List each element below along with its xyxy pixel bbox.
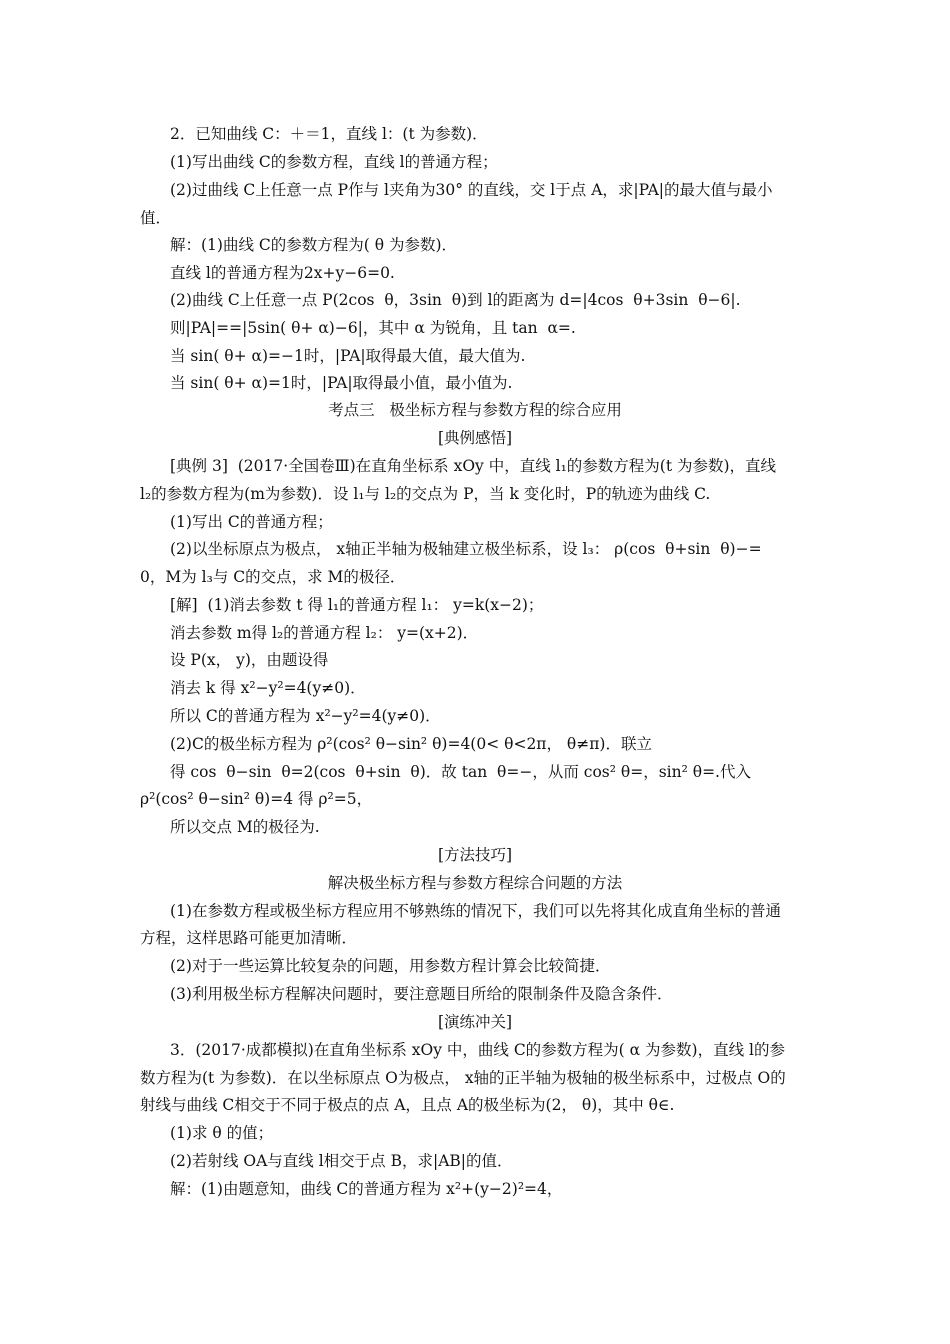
example-3-solution-8: ρ²(cos² θ−sin² θ)=4 得 ρ²=5， (140, 790, 373, 808)
solution-3-line-1: 解：(1)由题意知，曲线 C的普通方程为 x²+(y−2)²=4， (170, 1180, 563, 1198)
example-3-solution-9: 所以交点 M的极径为. (170, 818, 320, 836)
example-3-statement-cont: l₂的参数方程为(m为参数)．设 l₁与 l₂的交点为 P，当 k 变化时，P的轨迹为曲线 C. (140, 485, 711, 503)
solution-2-line-6: 当 sin( θ+ α)=1时，|PA|取得最小值，最小值为. (170, 374, 513, 392)
problem-3-part-1: (1)求 θ 的值； (170, 1124, 274, 1142)
problem-2-part-2-cont: 值． (140, 209, 172, 227)
problem-2-part-1: (1)写出曲线 C的参数方程，直线 l的普通方程； (170, 153, 498, 171)
method-point-2: (2)对于一些运算比较复杂的问题，用参数方程计算会比较简捷． (170, 957, 611, 975)
example-3-solution-7: 得 cos θ−sin θ=2(cos θ+sin θ)．故 tan θ=−，从而 cos² θ=，sin² θ=.代入 (170, 763, 751, 781)
problem-3-statement-cont-2: 射线与曲线 C相交于不同于极点的点 A，且点 A的极坐标为(2， θ)，其中 θ∈. (140, 1096, 675, 1114)
method-point-1-cont: 方程，这样思路可能更加清晰． (140, 929, 358, 947)
section-heading: 考点三 极坐标方程与参数方程的综合应用 (328, 401, 622, 419)
example-3-part-1: (1)写出 C的普通方程； (170, 513, 333, 531)
example-3-part-2: (2)以坐标原点为极点， x轴正半轴为极轴建立极坐标系，设 l₃： ρ(cos θ+sin θ)−= (170, 540, 762, 558)
method-point-3: (3)利用极坐标方程解决问题时，要注意题目所给的限制条件及隐含条件． (170, 985, 673, 1003)
method-point-1: (1)在参数方程或极坐标方程应用不够熟练的情况下，我们可以先将其化成直角坐标的普通 (170, 902, 781, 920)
subsection-heading-method: [方法技巧] (437, 846, 513, 864)
problem-2-statement: 2．已知曲线 C：＋＝1，直线 l：(t 为参数)． (170, 125, 488, 143)
solution-2-line-4: 则|PA|==|5sin( θ+ α)−6|，其中 α 为锐角，且 tan α=. (170, 319, 576, 337)
example-3-solution-5: 所以 C的普通方程为 x²−y²=4(y≠0)． (170, 707, 441, 725)
subsection-heading-examples: [典例感悟] (437, 429, 513, 447)
solution-2-line-1: 解：(1)曲线 C的参数方程为( θ 为参数)． (170, 236, 458, 254)
solution-2-line-3: (2)曲线 C上任意一点 P(2cos θ，3sin θ)到 l的距离为 d=|4cos θ+3sin θ−6|. (170, 291, 741, 309)
example-3-part-2-cont: 0，M为 l₃与 C的交点，求 M的极径． (140, 568, 406, 586)
solution-2-line-5: 当 sin( θ+ α)=−1时，|PA|取得最大值，最大值为. (170, 347, 526, 365)
example-3-solution-1: [解] (1)消去参数 t 得 l₁的普通方程 l₁： y=k(x−2)； (170, 596, 544, 614)
problem-3-statement-cont-1: 数方程为(t 为参数)．在以坐标原点 O为极点， x轴的正半轴为极轴的极坐标系中，过极点 O的 (140, 1069, 786, 1087)
example-3-solution-2: 消去参数 m得 l₂的普通方程 l₂： y=(x+2)． (170, 624, 479, 642)
problem-3-statement: 3．(2017·成都模拟)在直角坐标系 xOy 中，曲线 C的参数方程为( α 为参数)，直线 l的参 (170, 1041, 785, 1059)
example-3-solution-4: 消去 k 得 x²−y²=4(y≠0)． (170, 679, 366, 697)
method-title: 解决极坐标方程与参数方程综合问题的方法 (327, 874, 623, 892)
solution-2-line-2: 直线 l的普通方程为2x+y−6=0. (170, 264, 395, 282)
subsection-heading-practice: [演练冲关] (437, 1013, 513, 1031)
example-3-solution-3: 设 P(x， y)，由题设得 (170, 651, 329, 669)
problem-3-part-2: (2)若射线 OA与直线 l相交于点 B，求|AB|的值． (170, 1152, 513, 1170)
problem-2-part-2: (2)过曲线 C上任意一点 P作与 l夹角为30° 的直线，交 l于点 A，求|PA|的最大值与最小 (170, 181, 773, 199)
example-3-statement: [典例 3] (2017·全国卷Ⅲ)在直角坐标系 xOy 中，直线 l₁的参数方程为(t 为参数)，直线 (170, 457, 777, 475)
example-3-solution-6: (2)C的极坐标方程为 ρ²(cos² θ−sin² θ)=4(0< θ<2π， θ≠π)．联立 (170, 735, 652, 753)
